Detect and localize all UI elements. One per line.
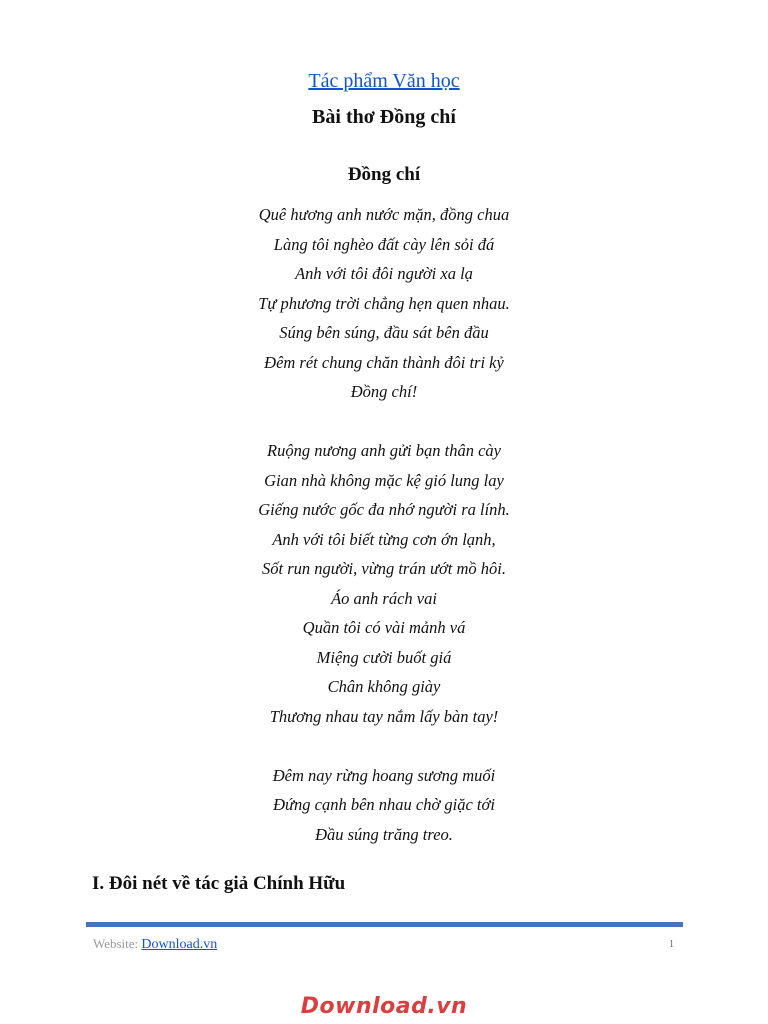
poem-line: Áo anh rách vai [331, 588, 437, 608]
poem-line: Sốt run người, vừng trán ướt mồ hôi. [262, 559, 506, 578]
poem-line: Quê hương anh nước mặn, đồng chua [258, 205, 510, 224]
website-label: Website: [93, 936, 142, 951]
poem-line: Đầu súng trăng treo. [315, 824, 453, 844]
website-link[interactable]: Download.vn [141, 937, 218, 952]
section-heading: I. Đôi nét về tác giả Chính Hữu [92, 873, 346, 894]
page-number: 1 [669, 939, 674, 950]
poem-line: Thương nhau tay nắm lấy bàn tay! [269, 706, 499, 726]
category-link[interactable]: Tác phẩm Văn học [308, 70, 460, 92]
poem-line: Giếng nước gốc đa nhớ người ra lính. [258, 500, 510, 519]
poem-line: Tự phương trời chẳng hẹn quen nhau. [258, 293, 510, 313]
poem-line: Miệng cười buốt giá [316, 647, 452, 667]
poem-line: Đêm nay rừng hoang sương muối [272, 765, 496, 785]
poem-line: Chân không giày [327, 677, 441, 696]
poem-line: Súng bên súng, đầu sát bên đầu [279, 323, 489, 342]
poem-line: Đứng cạnh bên nhau chờ giặc tới [273, 795, 495, 814]
poem-line: Quần tôi có vài mảnh vá [302, 618, 466, 637]
poem-stanza [0, 436, 768, 731]
watermark-logo: Download.vn [300, 994, 468, 1019]
poem-line: Đêm rét chung chăn thành đôi tri kỷ [264, 352, 504, 372]
poem-line: Đồng chí! [350, 382, 418, 401]
poem-line: Anh với tôi đôi người xa lạ [295, 264, 473, 283]
footer-website [93, 936, 217, 953]
poem-title: Đồng chí [347, 164, 421, 185]
poem-line: Làng tôi nghèo đất cày lên sỏi đá [273, 234, 495, 254]
poem-stanza [0, 200, 768, 407]
poem-line: Anh với tôi biết từng cơn ớn lạnh, [272, 529, 496, 549]
poem-line: Ruộng nương anh gửi bạn thân cày [267, 441, 501, 460]
document-title: Bài thơ Đồng chí [312, 106, 456, 128]
poem-line: Gian nhà không mặc kệ gió lung lay [264, 470, 504, 490]
poem-body [0, 200, 768, 849]
poem-stanza [0, 761, 768, 850]
footer-divider [86, 922, 683, 927]
